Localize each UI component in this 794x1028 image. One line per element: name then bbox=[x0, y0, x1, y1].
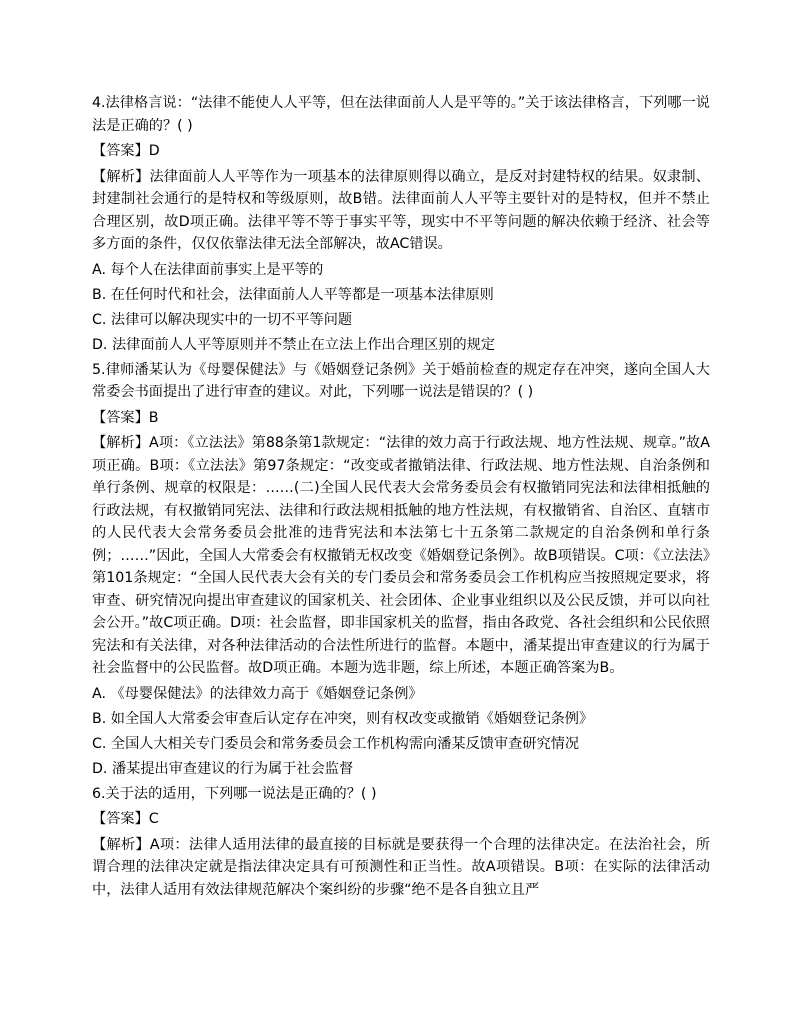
answer-line: 【答案】D bbox=[92, 143, 160, 159]
question-stem: 6.关于法的适用，下列哪一说法是正确的？( ) bbox=[92, 785, 377, 802]
question-stem: 5.律师潘某认为《母婴保健法》与《婚姻登记条例》关于婚前检查的规定存在冲突，遂向全国人大常委会书面提出了进行审查的建议。对此，下列哪一说法是错误的？( ) bbox=[92, 361, 710, 400]
option-c: C. 全国人大相关专门委员会和常务委员会工作机构需向潘某反馈审查研究情况 bbox=[92, 735, 580, 752]
analysis-paragraph: 【解析】法律面前人人平等作为一项基本的法律原则得以确立，是反对封建特权的结果。奴隶制、封建制社会通行的是特权和等级原则，故B错。法律面前人人平等主要针对的是特权，但并不禁止合理区别，故D项正确。法律平等不等于事实平等，现实中不平等问题的解决依赖于经济、社会等多方面的条件，仅仅依靠法律无法全部解决，故AC错误。 bbox=[92, 168, 710, 252]
option-c: C. 法律可以解决现实中的一切不平等问题 bbox=[92, 311, 353, 328]
option-d: D. 潘某提出审查建议的行为属于社会监督 bbox=[92, 760, 354, 777]
option-d: D. 法律面前人人平等原则并不禁止在立法上作出合理区别的规定 bbox=[92, 336, 496, 353]
question-stem: 4.法律格言说：“法律不能使人人平等，但在法律面前人人是平等的。”关于该法律格言，下列哪一说法是正确的？( ) bbox=[92, 95, 710, 134]
option-b: B. 在任何时代和社会，法律面前人人平等都是一项基本法律原则 bbox=[92, 286, 494, 303]
analysis-paragraph: 【解析】A项：法律人适用法律的最直接的目标就是要获得一个合理的法律决定。在法治社会，所谓合理的法律决定就是指法律决定具有可预测性和正当性。故A项错误。B项：在实际的法律活动中，法律人适用有效法律规范解决个案纠纷的步骤“绝不是各自独立且严 bbox=[92, 836, 710, 898]
option-a: A. 《母婴保健法》的法律效力高于《婚姻登记条例》 bbox=[92, 685, 423, 702]
analysis-paragraph: 【解析】A项：《立法法》第88条第1款规定：“法律的效力高于行政法规、地方性法规、规章。”故A项正确。B项：《立法法》第97条规定：“改变或者撤销法律、行政法规、地方性法规、自治条例和单行条例、规章的权限是：……(二)全国人民代表大会常务委员会有权撤销同宪法和法律相抵触的行政法规，有权撤销同宪法、法律和行政法规相抵触的地方性法规，有权撤销省、自治区、直辖市的人民代表大会常务委员会批准的违背宪法和本法第七十五条第二款规定的自治条例和单行条例；……”因此，全国人大常委会有权撤销无权改变《婚姻登记条例》。故B项错误。C项：《立法法》第101条规定：“全国人民代表大会有关的专门委员会和常务委员会工作机构应当按照规定要求，将审查、研究情况向提出审查建议的国家机关、社会团体、企业事业组织以及公民反馈，并可以向社会公开。”故C项正确。D项：社会监督，即非国家机关的监督，指由各政党、各社会组织和公民依照宪法和有关法律，对各种法律活动的合法性所进行的监督。本题中，潘某提出审查建议的行为属于社会监督中的公民监督。故D项正确。本题为选非题，综上所述，本题正确答案为B。 bbox=[92, 435, 710, 676]
document-page bbox=[92, 90, 710, 901]
option-b: B. 如全国人大常委会审查后认定存在冲突，则有权改变或撤销《婚姻登记条例》 bbox=[92, 710, 594, 727]
option-a: A. 每个人在法律面前事实上是平等的 bbox=[92, 261, 324, 278]
answer-line: 【答案】B bbox=[92, 409, 159, 426]
answer-line: 【答案】C bbox=[92, 811, 159, 827]
